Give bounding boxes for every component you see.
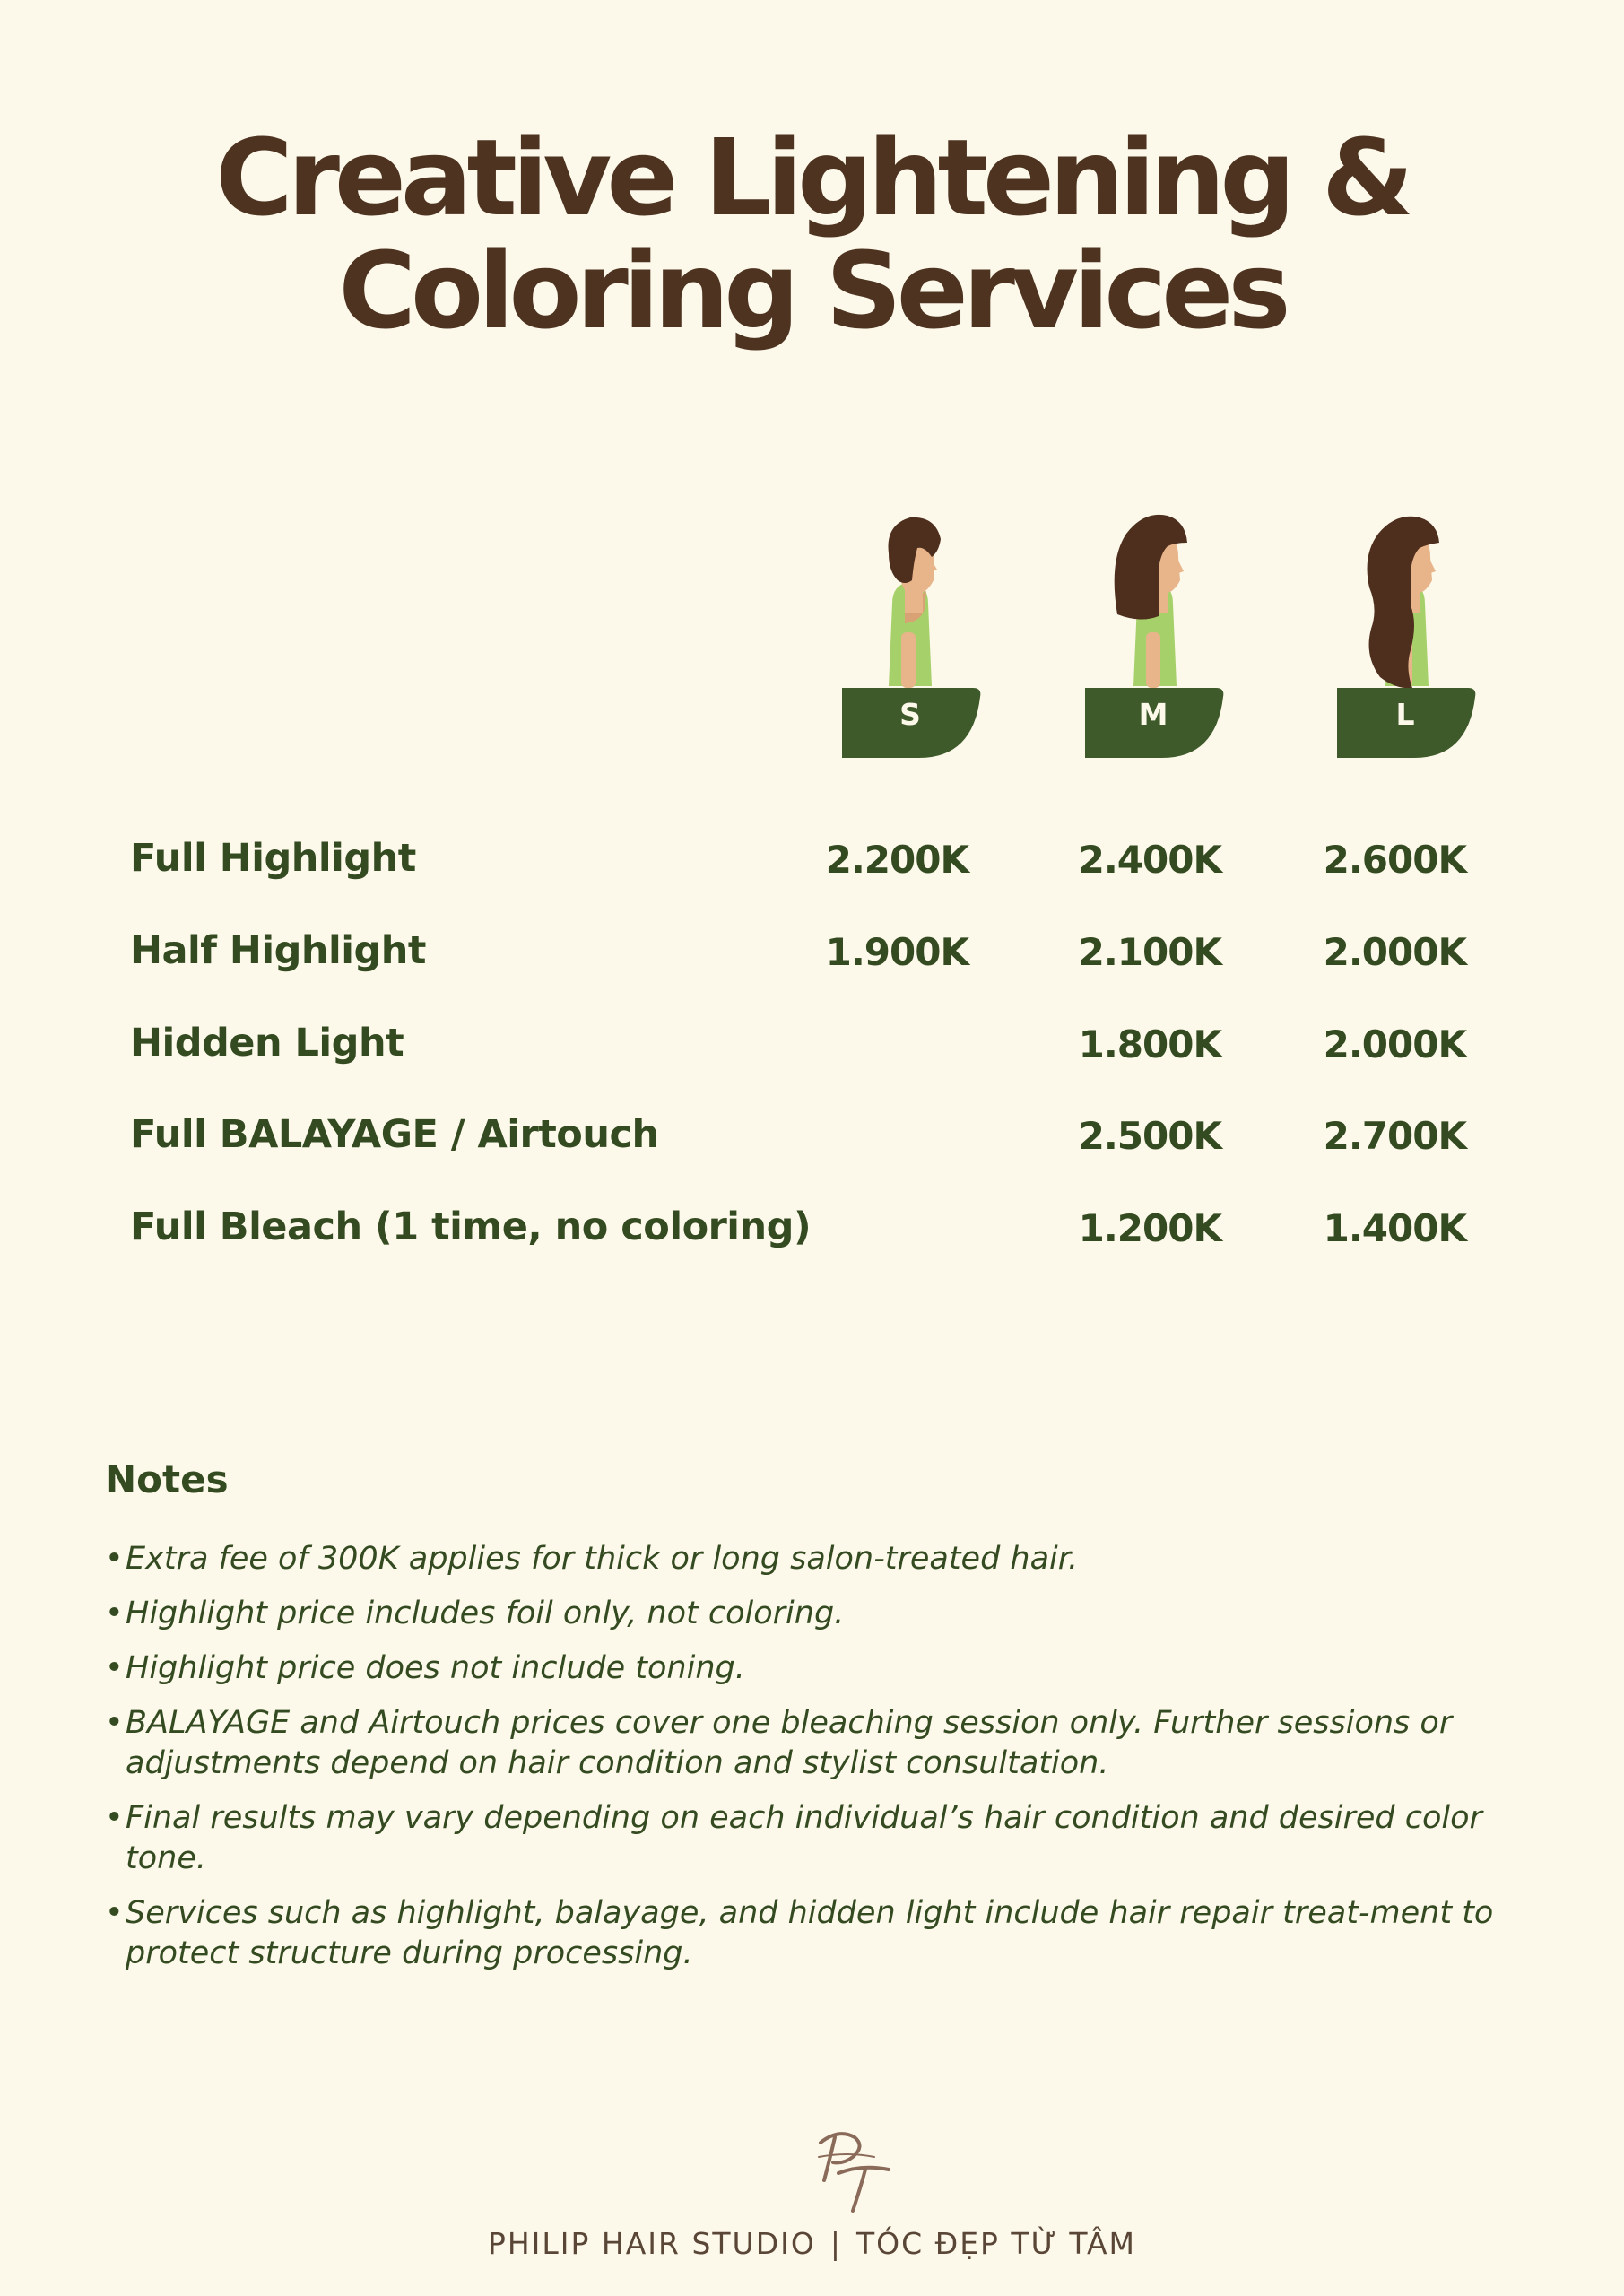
- size-label-s: S: [899, 697, 921, 732]
- note-text: BALAYAGE and Airtouch prices cover one bleaching session only. Further sessions or adjustments depend on hair condition and stylist consultation.: [126, 1705, 1453, 1781]
- note-text: Services such as highlight, balayage, and hidden light include hair repair treat-ment to protect structure during processing.: [126, 1895, 1494, 1971]
- note-item: [105, 1648, 1504, 1689]
- size-column-l: [1333, 498, 1477, 758]
- service-name: Half Highlight: [130, 928, 426, 973]
- size-column-m: [1081, 498, 1225, 758]
- price-m: 2.500K: [1078, 1114, 1221, 1158]
- notes-title: Notes: [105, 1457, 229, 1501]
- note-item: [105, 1594, 1504, 1634]
- studio-monogram-logo: [803, 2121, 901, 2220]
- notes-list: [105, 1539, 1504, 1988]
- bullet-icon: •: [105, 1650, 124, 1686]
- studio-tagline: TÓC ĐẸP TỪ TÂM: [855, 2226, 1137, 2261]
- studio-name: PHILIP HAIR STUDIO: [487, 2226, 816, 2261]
- page-title: [0, 116, 1624, 352]
- size-column-s: [838, 498, 982, 758]
- size-label-l: L: [1395, 697, 1415, 732]
- note-item: [105, 1703, 1504, 1784]
- bullet-icon: •: [105, 1541, 124, 1577]
- service-name: Full BALAYAGE / Airtouch: [130, 1112, 659, 1157]
- price-m: 2.400K: [1078, 838, 1221, 882]
- note-text: Extra fee of 300K applies for thick or long salon-treated hair.: [126, 1541, 1079, 1577]
- note-item: [105, 1893, 1504, 1974]
- bullet-icon: •: [105, 1895, 124, 1931]
- bullet-icon: •: [105, 1705, 124, 1741]
- note-item: [105, 1539, 1504, 1579]
- note-item: [105, 1798, 1504, 1879]
- price-m: 2.100K: [1078, 930, 1221, 974]
- page-title-line-1: Creative Lightening &: [215, 116, 1409, 239]
- footer-separator: |: [829, 2226, 842, 2261]
- note-text: Highlight price includes foil only, not coloring.: [126, 1596, 845, 1631]
- price-l: 2.000K: [1323, 1022, 1466, 1066]
- price-l: 2.600K: [1323, 838, 1466, 882]
- size-label-m: M: [1138, 697, 1168, 732]
- price-l: 2.700K: [1323, 1114, 1466, 1158]
- service-name: Full Bleach (1 time, no coloring): [130, 1205, 812, 1249]
- price-m: 1.200K: [1078, 1206, 1221, 1250]
- bullet-icon: •: [105, 1800, 124, 1836]
- price-s: 1.900K: [825, 930, 968, 974]
- price-m: 1.800K: [1078, 1022, 1221, 1066]
- price-l: 1.400K: [1323, 1206, 1466, 1250]
- price-l: 2.000K: [1323, 930, 1466, 974]
- price-s: 2.200K: [825, 838, 968, 882]
- page-title-line-2: Coloring Services: [338, 229, 1286, 352]
- note-text: Highlight price does not include toning.: [126, 1650, 745, 1686]
- bullet-icon: •: [105, 1596, 124, 1631]
- service-name: Hidden Light: [130, 1021, 404, 1065]
- service-name: Full Highlight: [130, 836, 416, 881]
- note-text: Final results may vary depending on each individual’s hair condition and desired color tone.: [126, 1800, 1482, 1876]
- footer: [0, 2226, 1624, 2261]
